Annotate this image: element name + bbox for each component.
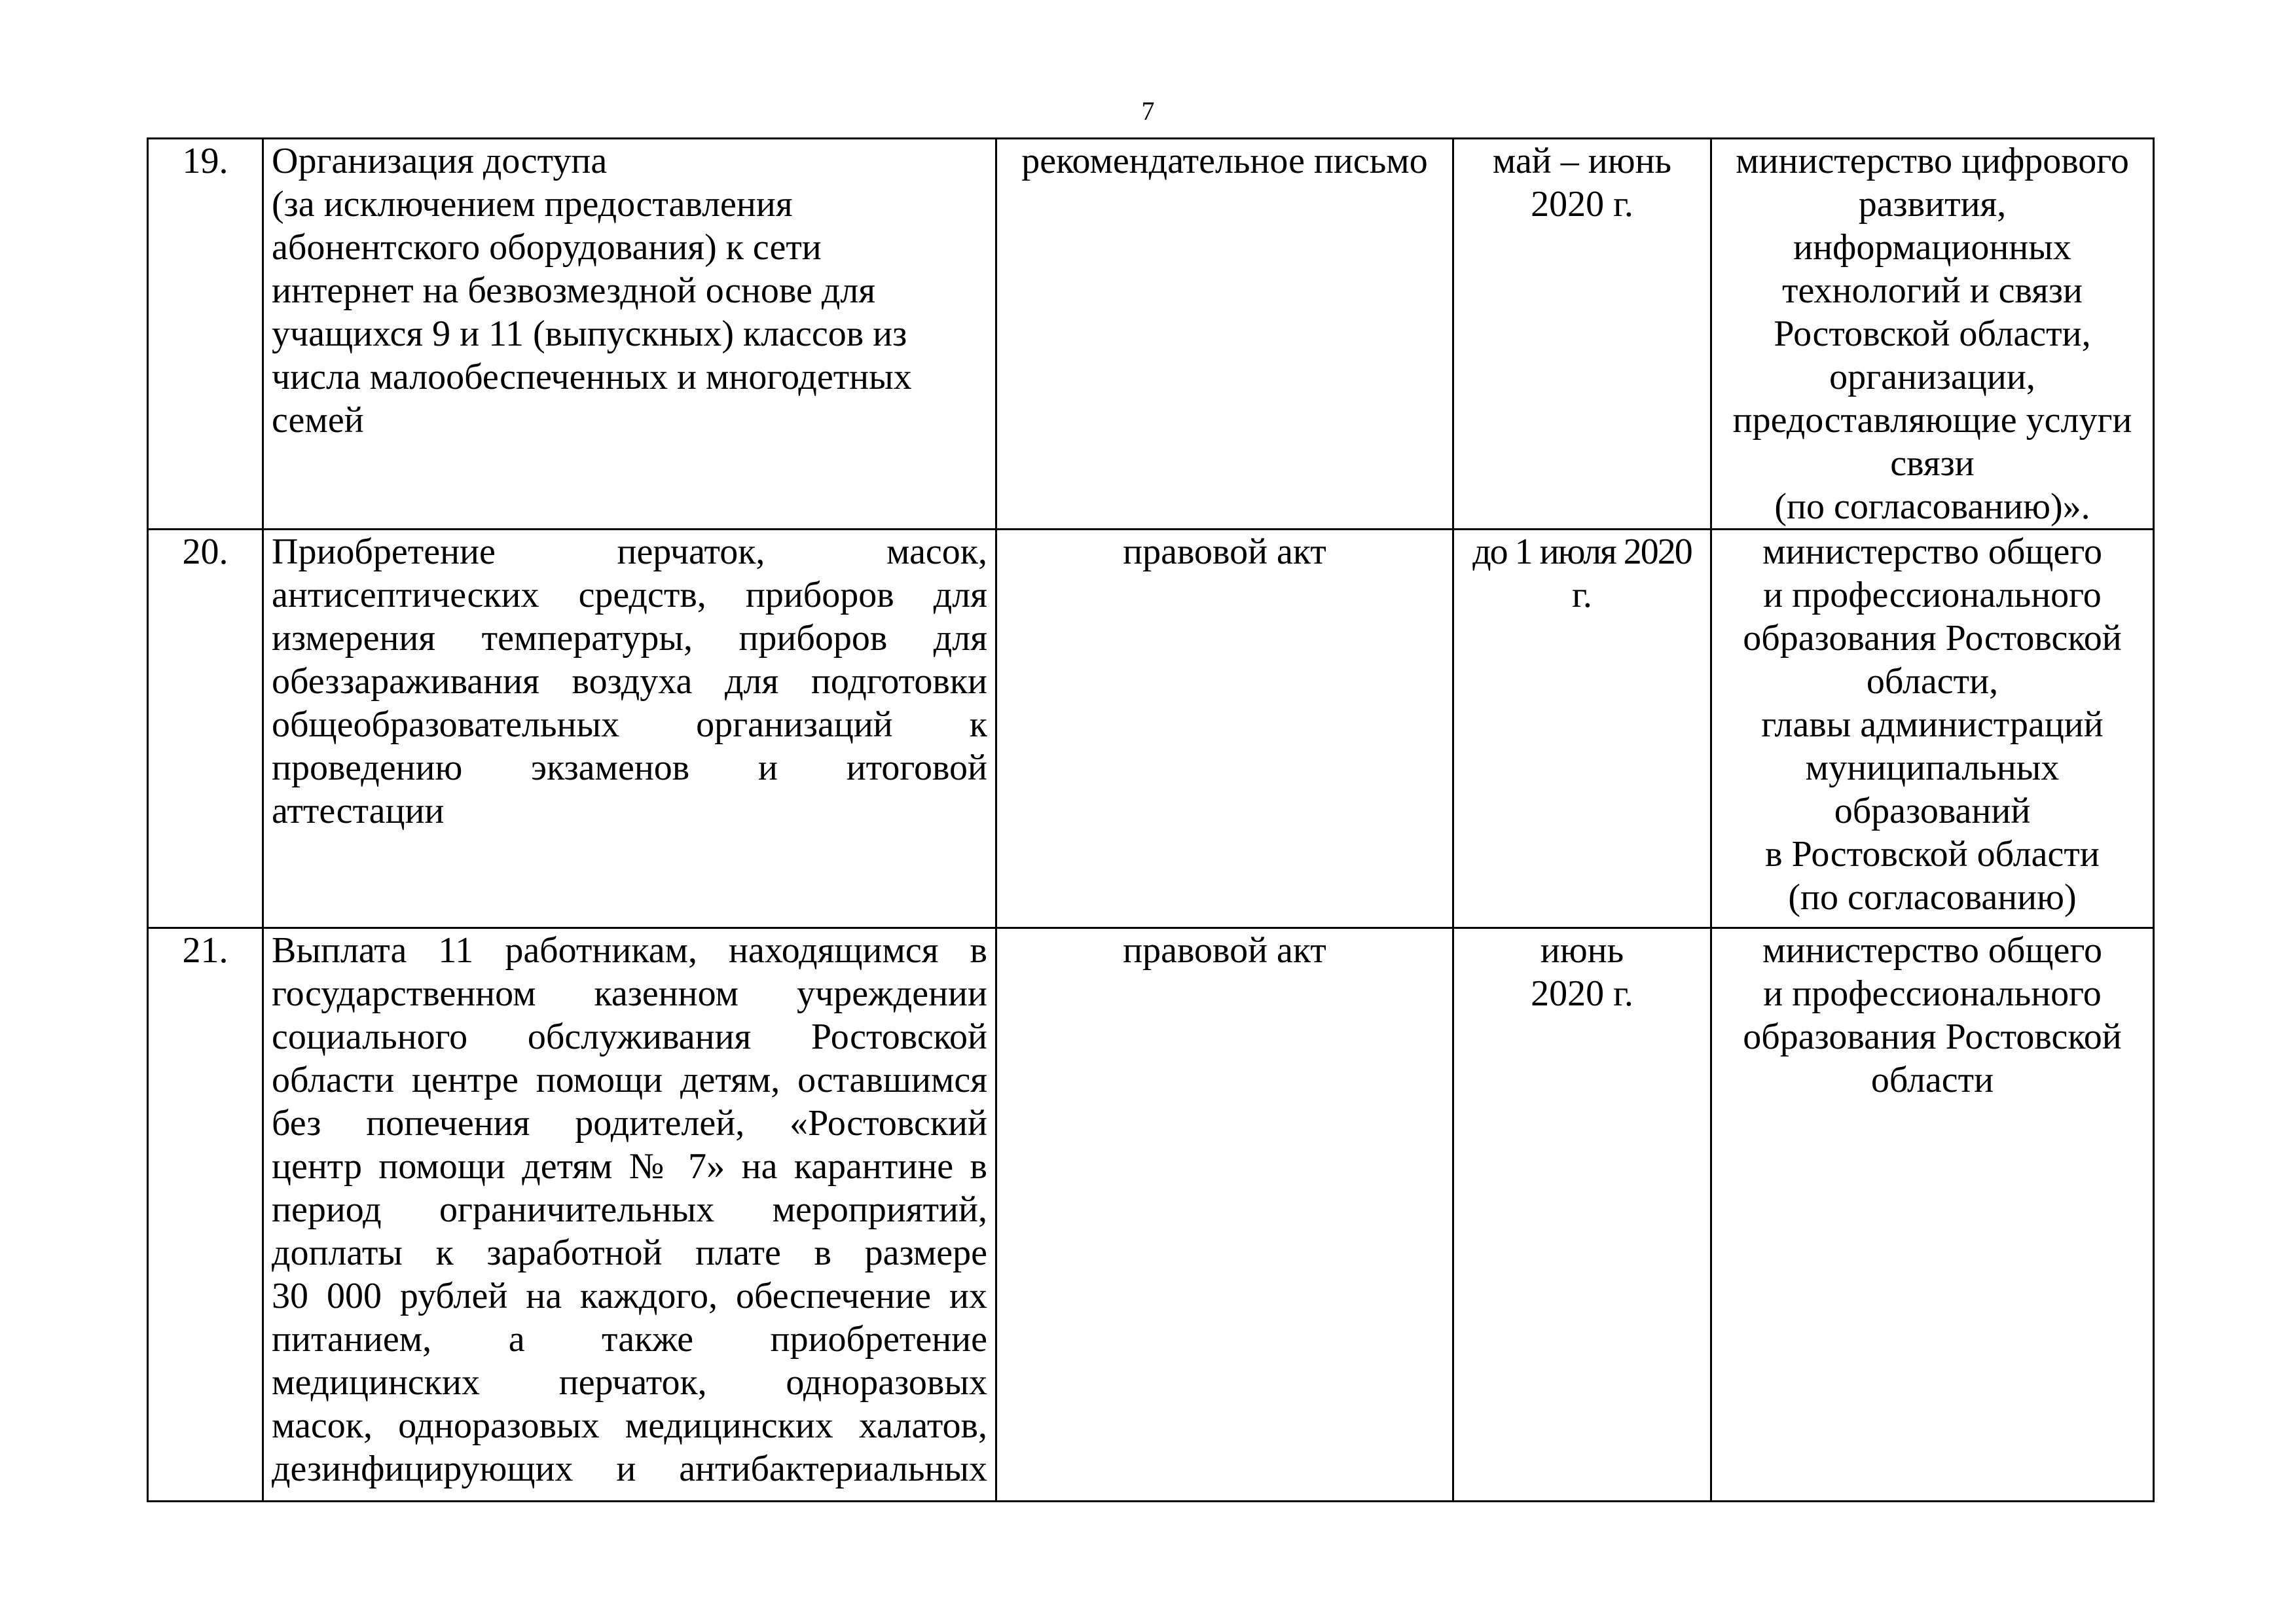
description-line: области центре помощи детям, оставшимся [272, 1060, 987, 1100]
description-line: абонентского оборудования) к сети [272, 227, 822, 268]
responsible-line: области [1870, 1060, 1994, 1100]
description-line: Организация доступа [272, 141, 608, 181]
document-form [996, 928, 1453, 1502]
description-line: государственном казенном учреждении [272, 973, 987, 1014]
description-line: питанием, а также приобретение [272, 1319, 987, 1360]
deadline-line: май – июнь [1492, 141, 1672, 181]
responsible-executors [1711, 928, 2154, 1502]
row-number: 21. [148, 928, 263, 1502]
measure-description [263, 139, 996, 530]
row-number: 19. [148, 139, 263, 530]
responsible-line: области, [1866, 661, 1999, 702]
description-line: масок, одноразовых медицинских халатов, [272, 1405, 987, 1446]
responsible-line: информационных [1793, 227, 2071, 268]
responsible-line: предоставляющие услуги [1732, 400, 2132, 441]
description-line: доплаты к заработной плате в размере [272, 1233, 987, 1273]
description-line: социального обслуживания Ростовской [272, 1017, 987, 1057]
description-line: Приобретение перчаток, масок, [272, 532, 987, 572]
responsible-line: в Ростовской области [1765, 834, 2100, 875]
deadline-line: до 1 июля 2020 [1472, 532, 1692, 572]
description-line: числа малообеспеченных и многодетных [272, 357, 912, 397]
description-line: общеобразовательных организаций к [272, 704, 987, 745]
description-line: обеззараживания воздуха для подготовки [272, 661, 987, 702]
deadline [1453, 530, 1711, 928]
form-text: правовой акт [1123, 532, 1326, 572]
description-line: аттестации [272, 791, 445, 831]
responsible-executors [1711, 530, 2154, 928]
responsible-line: главы администраций [1761, 704, 2104, 745]
responsible-line: министерство общего [1762, 930, 2102, 971]
responsible-line: развития, [1858, 184, 2007, 225]
responsible-line: министерство общего [1762, 532, 2102, 572]
deadline [1453, 139, 1711, 530]
table-row [148, 928, 2154, 1502]
description-line: (за исключением предоставления [272, 184, 793, 225]
responsible-line: (по согласованию)». [1774, 486, 2090, 527]
description-line: дезинфицирующих и антибактериальных [272, 1449, 987, 1489]
description-line: интернет на безвозмездной основе для [272, 270, 876, 311]
description-line: Выплата 11 работникам, находящимся в [272, 930, 987, 971]
description-line: медицинских перчаток, одноразовых [272, 1362, 987, 1403]
description-line: без попечения родителей, «Ростовский [272, 1103, 987, 1144]
deadline-line: июнь [1540, 930, 1624, 971]
responsible-line: образований [1834, 791, 2031, 831]
deadline-line: г. [1572, 575, 1592, 615]
description-line: 30 000 рублей на каждого, обеспечение их [272, 1276, 987, 1316]
description-line: семей [272, 400, 364, 441]
responsible-line: связи [1890, 443, 1975, 484]
row-number: 20. [148, 530, 263, 928]
table-row [148, 530, 2154, 928]
description-line: период ограничительных мероприятий, [272, 1189, 987, 1230]
description-line: проведению экзаменов и итоговой [272, 748, 987, 788]
responsible-line: образования Ростовской [1743, 618, 2122, 659]
document-form [996, 530, 1453, 928]
form-text: правовой акт [1123, 930, 1326, 971]
measure-description [263, 928, 996, 1502]
description-line: центр помощи детям № 7» на карантине в [272, 1146, 987, 1187]
page-number: 7 [1141, 96, 1155, 126]
responsible-line: министерство цифрового [1736, 141, 2129, 181]
description-line: учащихся 9 и 11 (выпускных) классов из [272, 314, 907, 354]
responsible-line: и профессионального [1763, 973, 2102, 1014]
responsible-line: (по согласованию) [1788, 877, 2077, 918]
measure-description [263, 530, 996, 928]
responsible-line: и профессионального [1763, 575, 2102, 615]
responsible-line: технологий и связи [1781, 270, 2083, 311]
deadline-line: 2020 г. [1531, 973, 1633, 1014]
description-line: антисептических средств, приборов для [272, 575, 987, 615]
responsible-executors [1711, 139, 2154, 530]
table-row [148, 139, 2154, 530]
deadline [1453, 928, 1711, 1502]
responsible-line: муниципальных [1805, 748, 2060, 788]
responsible-line: организации, [1829, 357, 2035, 397]
form-text: рекомендательное письмо [1021, 141, 1428, 181]
document-form [996, 139, 1453, 530]
responsible-line: образования Ростовской [1743, 1017, 2122, 1057]
measures-table [147, 137, 2155, 1502]
responsible-line: Ростовской области, [1774, 314, 2091, 354]
deadline-line: 2020 г. [1531, 184, 1633, 225]
description-line: измерения температуры, приборов для [272, 618, 987, 659]
